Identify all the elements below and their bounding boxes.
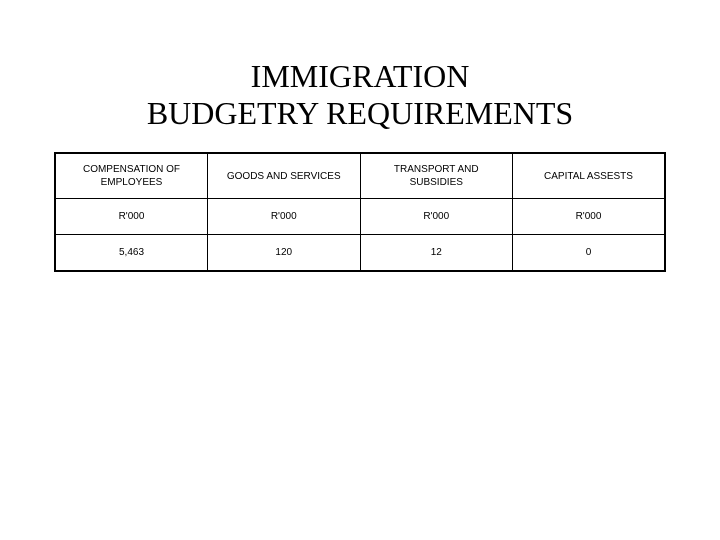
value-cell-goods-services: 120: [208, 235, 361, 272]
header-cell-capital-assets: CAPITAL ASSESTS: [513, 153, 666, 199]
value-cell-compensation: 5,463: [55, 235, 208, 272]
table-value-row: [55, 235, 665, 272]
slide-title-line-2: BUDGETRY REQUIREMENTS: [146, 95, 574, 131]
unit-cell: R'000: [55, 199, 208, 235]
table-unit-row: [55, 199, 665, 235]
slide-title-line-1: IMMIGRATION: [250, 58, 470, 94]
slide-title: [0, 58, 720, 132]
header-cell-transport-subsidies: TRANSPORT AND SUBSIDIES: [360, 153, 513, 199]
budget-table: [54, 152, 666, 272]
header-cell-goods-services: GOODS AND SERVICES: [208, 153, 361, 199]
unit-cell: R'000: [360, 199, 513, 235]
unit-cell: R'000: [208, 199, 361, 235]
table-header-row: [55, 153, 665, 199]
value-cell-transport-subsidies: 12: [360, 235, 513, 272]
value-cell-capital-assets: 0: [513, 235, 666, 272]
unit-cell: R'000: [513, 199, 666, 235]
header-cell-compensation: COMPENSATION OF EMPLOYEES: [55, 153, 208, 199]
